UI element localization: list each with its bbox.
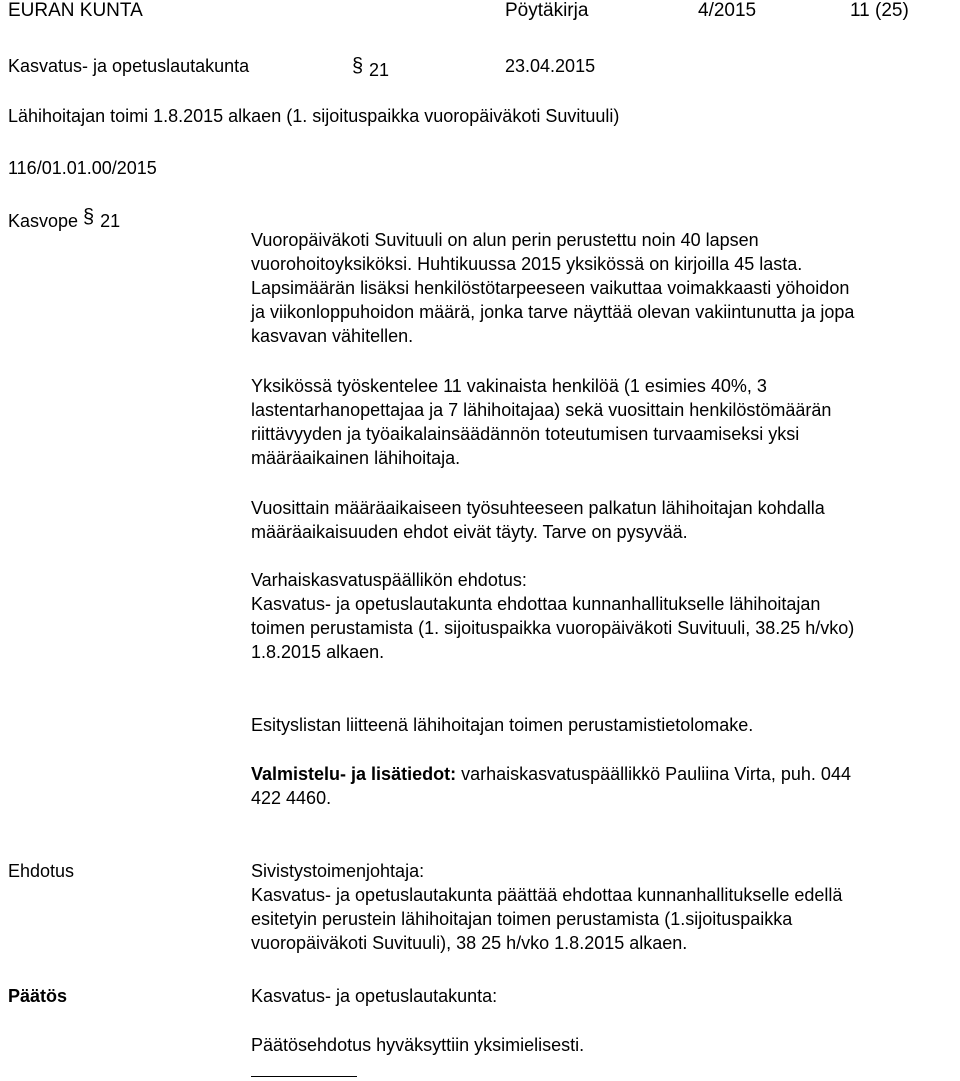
text-line: Vuosittain määräaikaiseen työsuhteeseen palkatun lähihoitajan kohdalla (251, 498, 825, 518)
text-line: Varhaiskasvatuspäällikön ehdotus: (251, 570, 527, 590)
paragraph-manager-proposal (251, 568, 956, 664)
meeting-date: 23.04.2015 (505, 56, 596, 76)
decision-board (251, 984, 956, 1008)
attachment-note (251, 713, 956, 737)
text-line: kasvavan vähitellen. (251, 326, 414, 346)
page-number: 11 (25) (850, 0, 909, 21)
attachment-text: Esityslistan liitteenä lähihoitajan toimen perustamistietolomake. (251, 715, 754, 735)
text-line: esitetyin perustein lähihoitajan toimen perustamista (1.sijoituspaikka (251, 909, 793, 929)
decision-text (251, 1033, 956, 1057)
decision-board-line: Kasvatus- ja opetuslautakunta: (251, 986, 498, 1006)
paragraph-staff (251, 374, 956, 470)
section-sign-icon (352, 54, 364, 76)
proposal-text (251, 859, 956, 955)
prep-text: varhaiskasvatuspäällikkö Pauliina Virta, puh. 044 (456, 764, 851, 784)
text-line: riittävyyden ja työaikalainsäädännön toteutumisen turvaamiseksi yksi (251, 424, 800, 444)
page-title: Lähihoitajan toimi 1.8.2015 alkaen (1. sijoituspaikka vuoropäiväkoti Suvituuli) (8, 106, 620, 126)
kasvope-section (8, 205, 120, 233)
decision-result: Päätösehdotus hyväksyttiin yksimielisesti. (251, 1035, 585, 1055)
kasvope-label: Kasvope (8, 211, 79, 231)
preparation-info (251, 762, 956, 810)
svg-text:§: § (352, 55, 364, 76)
section-sign-icon (83, 205, 95, 227)
document-type: Pöytäkirja (505, 0, 589, 21)
text-line: 422 4460. (251, 788, 332, 808)
decision-label: Päätös (8, 986, 68, 1006)
text-line: Kasvatus- ja opetuslautakunta ehdottaa kunnanhallitukselle lähihoitajan (251, 594, 821, 614)
document-number: 4/2015 (698, 0, 757, 21)
paragraph-background (251, 228, 956, 348)
section-number (352, 54, 389, 82)
text-line: Lapsimäärän lisäksi henkilöstötarpeeseen vaikuttaa voimakkaasti yöhoidon (251, 278, 850, 298)
text-line: Vuoropäiväkoti Suvituuli on alun perin perustettu noin 40 lapsen (251, 230, 759, 250)
paragraph-need (251, 496, 956, 544)
signature-line (251, 1076, 357, 1077)
text-line: lastentarhanopettajaa ja 7 lähihoitajaa) sekä vuosittain henkilöstömäärän (251, 400, 832, 420)
text-line: määräaikainen lähihoitaja. (251, 448, 461, 468)
board-name: Kasvatus- ja opetuslautakunta (8, 56, 250, 76)
text-line: Kasvatus- ja opetuslautakunta päättää ehdottaa kunnanhallitukselle edellä (251, 885, 843, 905)
text-line: vuoropäiväkoti Suvituuli), 38 25 h/vko 1.8.2015 alkaen. (251, 933, 688, 953)
text-line: Yksikössä työskentelee 11 vakinaista henkilöä (1 esimies 40%, 3 (251, 376, 767, 396)
text-line: Sivistystoimenjohtaja: (251, 861, 425, 881)
municipality-name: EURAN KUNTA (8, 0, 143, 21)
text-line: 1.8.2015 alkaen. (251, 642, 385, 662)
text-line (251, 762, 956, 786)
case-id: 116/01.01.00/2015 (8, 158, 157, 178)
prep-label: Valmistelu- ja lisätiedot: (251, 764, 457, 784)
text-line: määräaikaisuuden ehdot eivät täyty. Tarve on pysyvää. (251, 522, 688, 542)
kasvope-number: 21 (100, 211, 121, 231)
text-line: vuorohoitoyksiköksi. Huhtikuussa 2015 yksikössä on kirjoilla 45 lasta. (251, 254, 803, 274)
proposal-label: Ehdotus (8, 861, 75, 881)
svg-text:§: § (83, 206, 95, 227)
text-line: toimen perustamista (1. sijoituspaikka vuoropäiväkoti Suvituuli, 38.25 h/vko) (251, 618, 855, 638)
text-line: ja viikonloppuhoidon määrä, jonka tarve näyttää olevan vakiintunutta ja jopa (251, 302, 855, 322)
section-number-value: 21 (369, 60, 390, 80)
